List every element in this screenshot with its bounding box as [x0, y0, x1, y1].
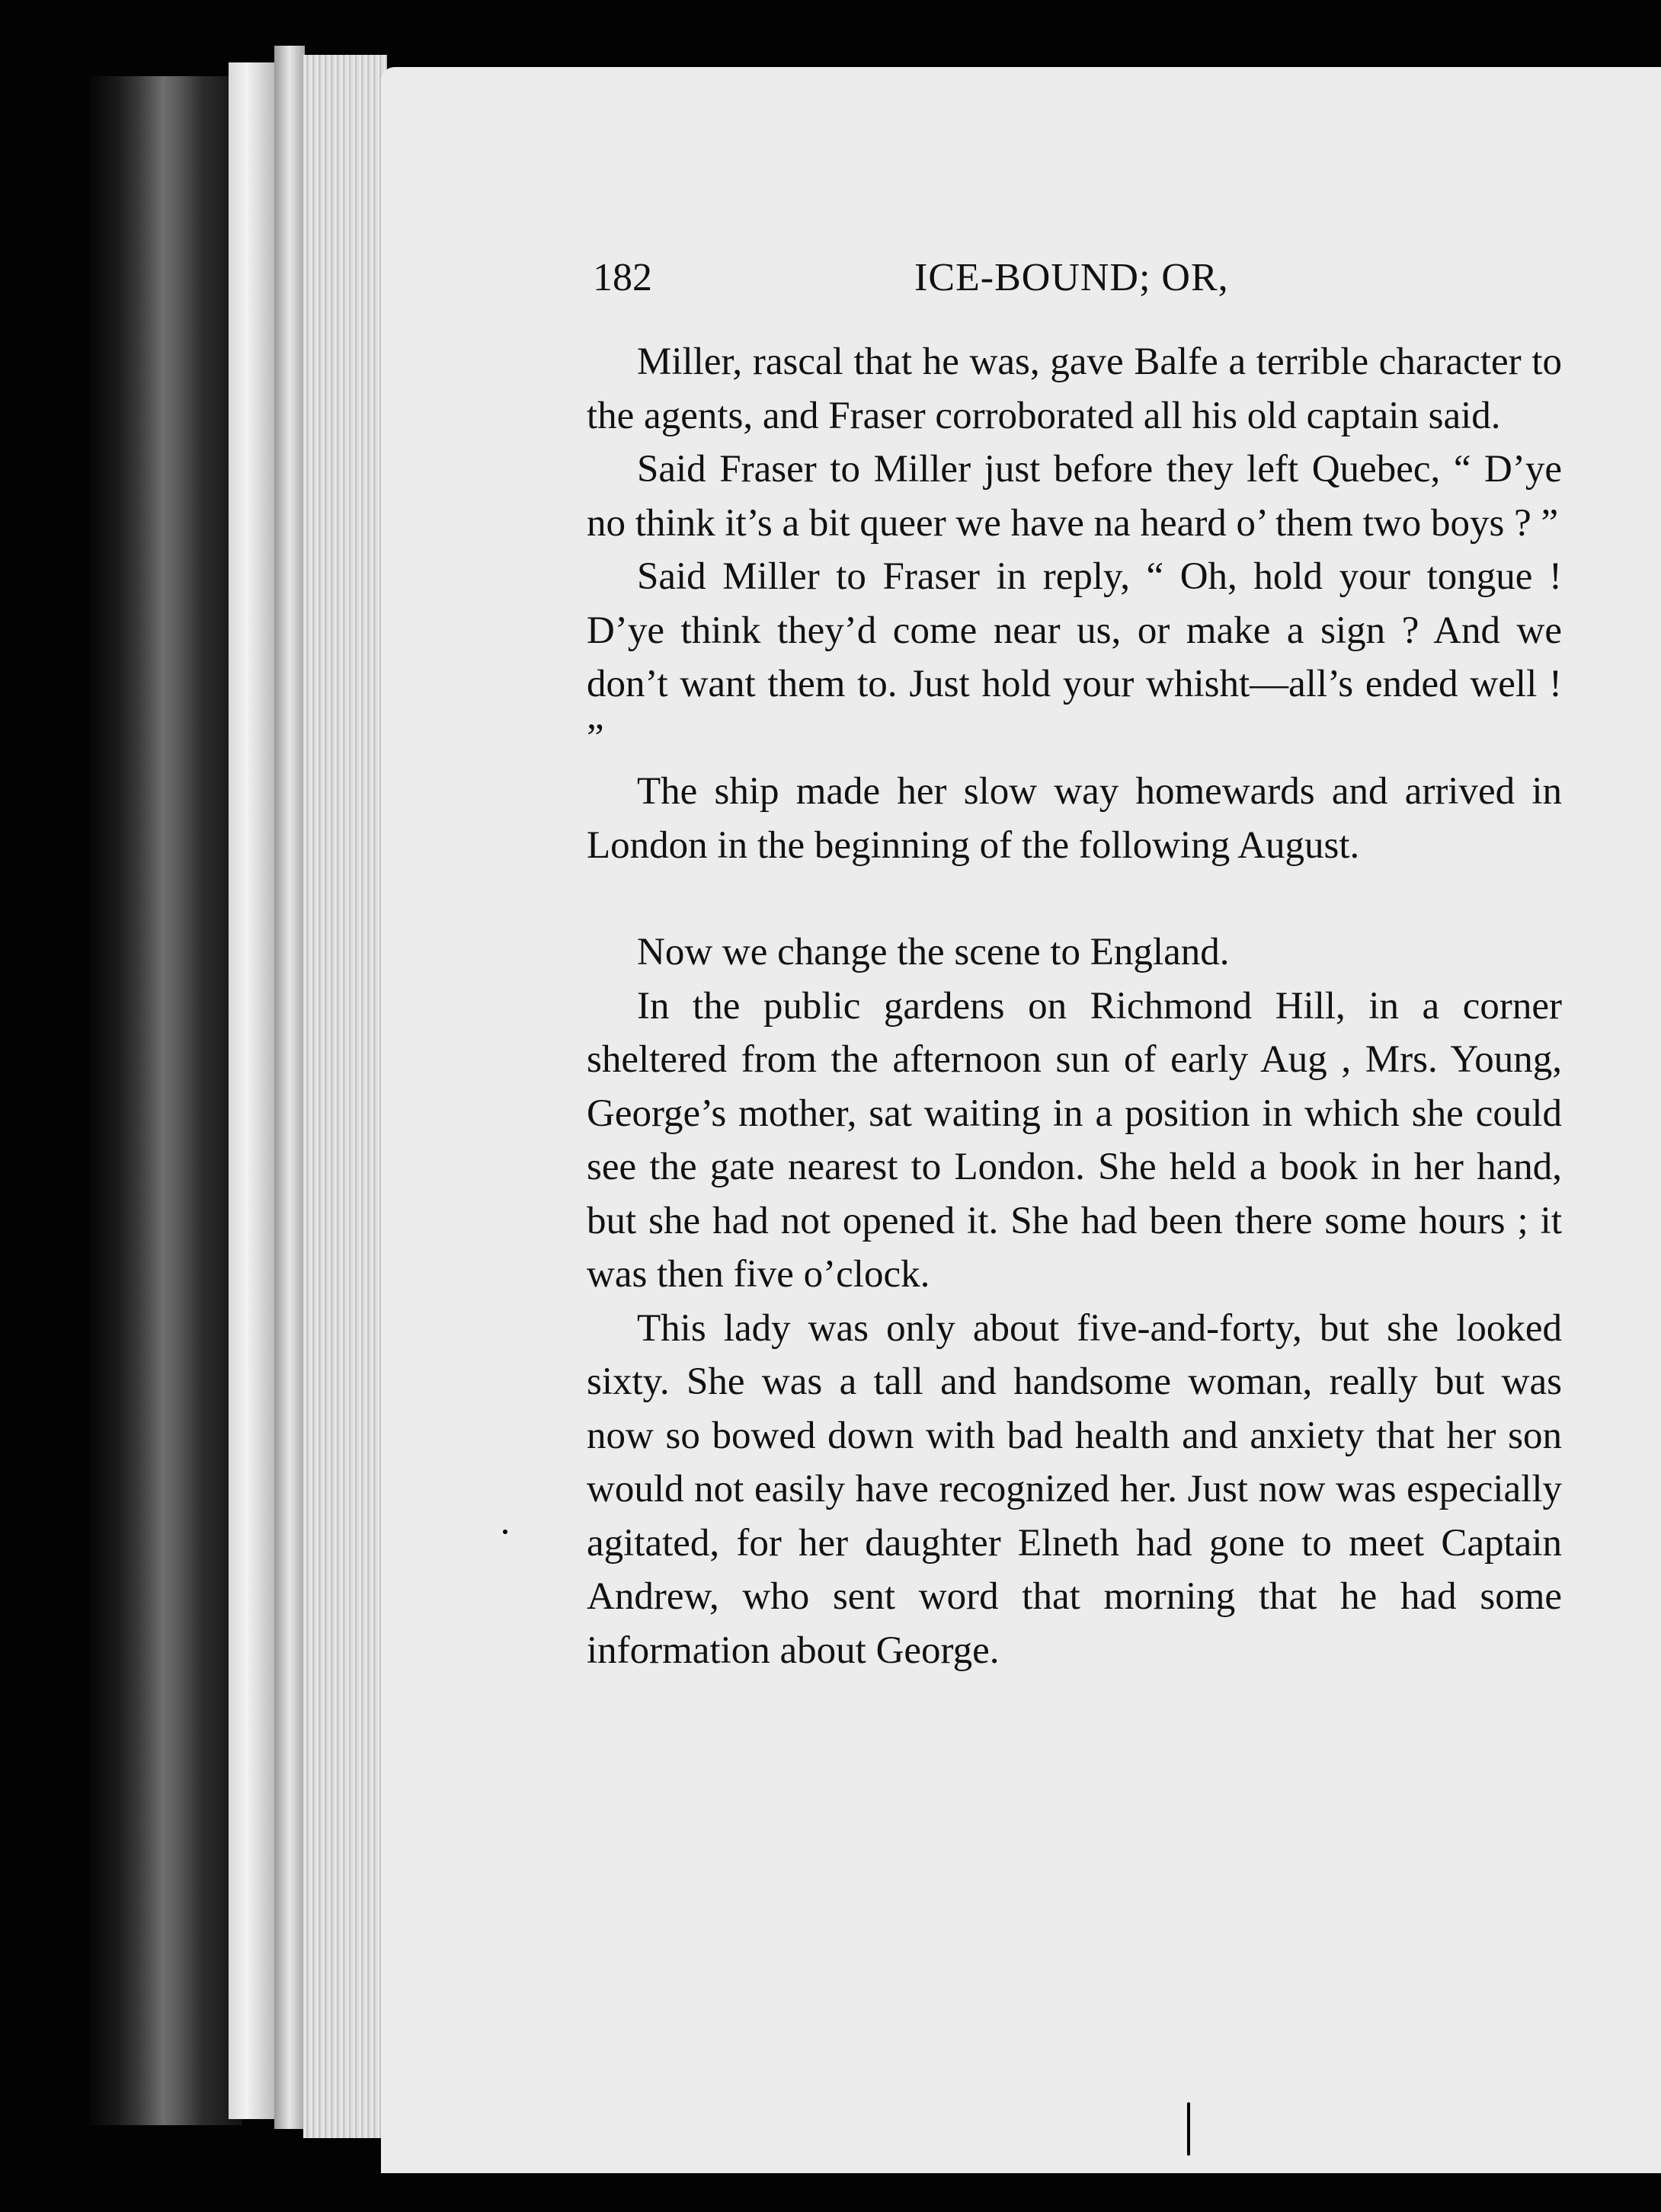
- book-block-edge: [90, 76, 242, 2125]
- paragraph: Now we change the scene to England.: [637, 931, 1230, 973]
- paragraph: Said Miller to Fraser in reply, “ Oh, hold your tongue ! D’ye think they’d come near us, or make a sign ? And we don’t want them to. Just hold your whisht—all’s ended well ! ”: [587, 555, 1562, 759]
- page-stack-edge: [303, 55, 387, 2138]
- running-head: ICE-BOUND; OR,: [914, 256, 1229, 299]
- page-number: 182: [593, 256, 652, 299]
- paragraph: Miller, rascal that he was, gave Balfe a terrible character to the agents, and Fraser corroborated all his old captain said.: [587, 340, 1562, 437]
- paragraph: This lady was only about five-and-forty, but she looked sixty. She was a tall and handsome woman, really but was now so bowed down with bad health and anxiety that her son would not easily have recognized her. Just now was especially agitated, for her daughter Elneth had gone to meet Captain Andrew, who sent word that morning that he had some information about George.: [587, 1306, 1562, 1672]
- body-text: [587, 335, 1562, 1677]
- paragraph: The ship made her slow way homewards and arrived in London in the beginning of the following August.: [587, 770, 1562, 867]
- scan-speck: [1187, 2102, 1190, 2156]
- scan-speck: [503, 1530, 507, 1534]
- paragraph: In the public gardens on Richmond Hill, in a corner sheltered from the afternoon sun of early Aug , Mrs. Young, George’s mother, sat waiting in a position in which she could see the gate nearest to London. She held a book in her hand, but she had not opened it. She had been there some hours ; it was then five o’clock.: [587, 984, 1562, 1296]
- page-stack-edge: [229, 62, 276, 2119]
- paragraph: Said Fraser to Miller just before they left Quebec, “ D’ye no think it’s a bit queer we have na heard o’ them two boys ? ”: [587, 448, 1562, 545]
- page-stack-edge: [274, 46, 305, 2129]
